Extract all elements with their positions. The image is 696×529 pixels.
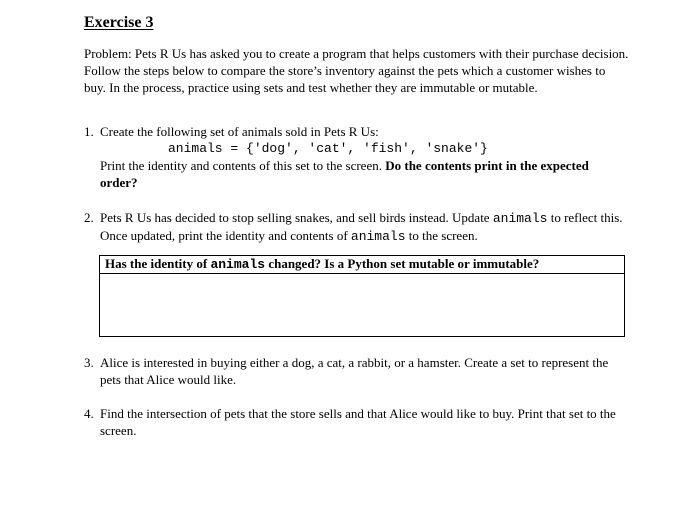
step-2-text-a: Pets R Us has decided to stop selling snakes, and sell birds instead. Update: [100, 210, 493, 225]
step-3-text: Alice is interested in buying either a dog, a cat, a rabbit, or a hamster. Create a set to represent the pets that Alice would like.: [100, 355, 609, 387]
step-2-text-c: to the screen.: [405, 228, 478, 243]
step-number: 4.: [84, 406, 94, 421]
answer-input[interactable]: [100, 274, 624, 337]
step-4-text: Find the intersection of pets that the store sells and that Alice would like to buy. Print that set to the screen.: [100, 406, 616, 438]
answer-box: [99, 255, 625, 337]
step-4: [84, 405, 629, 439]
problem-statement: Problem: Pets R Us has asked you to create a program that helps customers with their purchase decision. Follow the steps below to compare the store’s inventory against the pets which a customer wishes to buy. In the process, practice using sets and test whether they are immutable or mutable.: [84, 46, 629, 95]
code-inline: animals: [350, 229, 406, 244]
step-2-instructions: [100, 209, 629, 245]
step-1-question: Do the contents print in the expected order?: [100, 158, 589, 190]
step-number: 3.: [84, 355, 94, 370]
code-inline: animals: [210, 257, 266, 272]
code-inline: animals: [492, 211, 548, 226]
question-text-b: changed? Is a Python set mutable or immutable?: [265, 256, 540, 271]
answer-question: [100, 256, 624, 274]
step-number: 1.: [84, 124, 94, 139]
step-1-instructions: [100, 157, 629, 191]
step-number: 2.: [84, 210, 94, 225]
step-3: [84, 354, 629, 388]
step-1-text: Print the identity and contents of this set to the screen.: [100, 158, 386, 173]
step-1: [84, 123, 629, 191]
question-text-a: Has the identity of: [105, 256, 211, 271]
step-1-intro: Create the following set of animals sold in Pets R Us:: [100, 124, 379, 139]
step-2-text-b: to reflect this. Once updated, print the identity and contents of: [100, 210, 623, 243]
step-2: [84, 209, 629, 245]
code-snippet: animals = {'dog', 'cat', 'fish', 'snake'}: [168, 141, 488, 156]
exercise-title: Exercise 3: [84, 14, 154, 31]
